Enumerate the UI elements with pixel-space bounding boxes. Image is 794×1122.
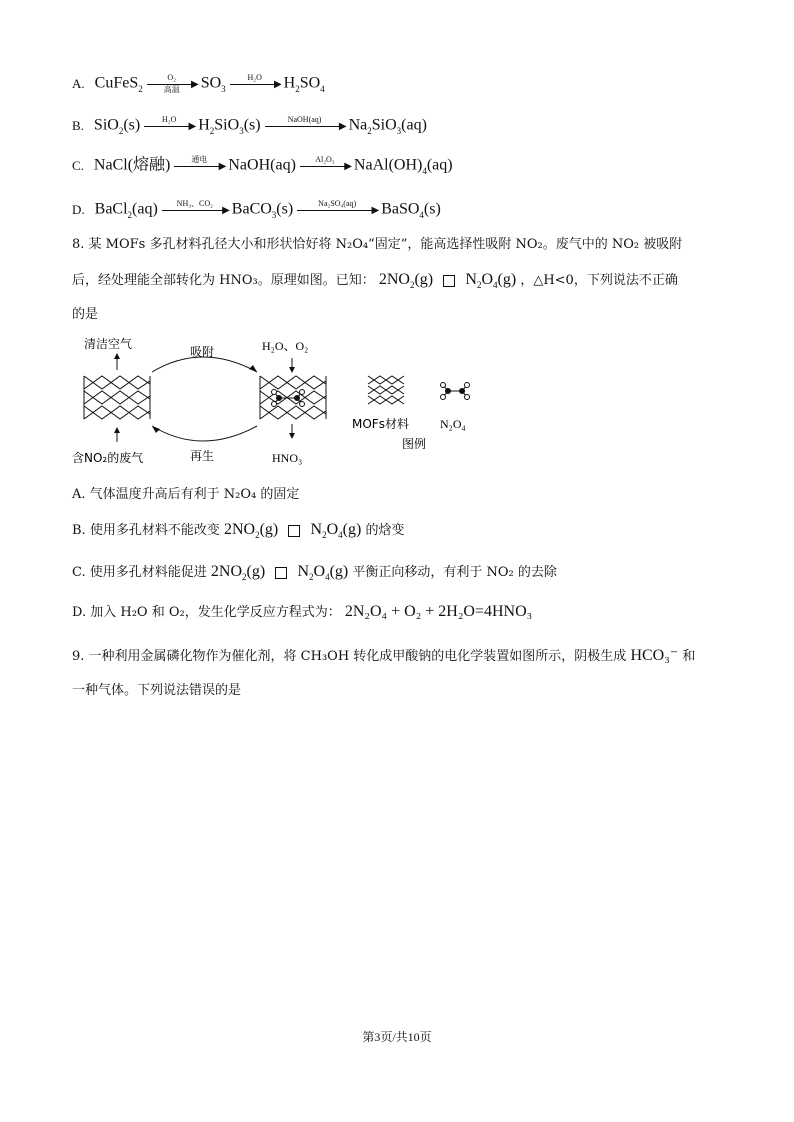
label-adsorb: 吸附: [190, 345, 215, 359]
page-footer: 第3页/共10页: [362, 1030, 432, 1044]
reaction-arrow: NaOH(aq) ▶: [265, 116, 345, 136]
q7-option-c: C. NaCl(熔融) 通电 ▶ NaOH(aq) Al₂O₃ ▶ $NaAl(OH)_4(aq)$: [72, 155, 453, 176]
q7-option-b: B. SiO$_2$(s) H₂O ▶ $H_2SiO_3(s)$ NaOH(aq) ▶ $Na_2SiO_3(aq)$: [72, 115, 427, 136]
q7-option-d: D. BaCl$_2$(aq) NH₃、CO₂ ▶ BaCO$_3$(s) Na₂SO₄(aq) ▶ BaSO$_4$(s): [72, 199, 441, 220]
legend-label-mofs: MOFs材料: [352, 417, 409, 431]
label-hno3: HNO₃: [272, 451, 303, 465]
q9-stem-line1: 9. 一种利用金属磷化物作为催化剂，将 CH₃OH 转化成甲酸钠的电化学装置如图所示，阴极生成 HCO₃⁻ 和: [72, 647, 696, 664]
option-label: D.: [72, 201, 85, 217]
label-regen: 再生: [190, 449, 215, 463]
reaction-arrow: NH₃、CO₂ ▶: [162, 200, 228, 220]
reaction-arrow: Na₂SO₄(aq) ▶: [297, 200, 377, 220]
option-label: B.: [72, 117, 84, 133]
equilibrium-sign-icon: [288, 525, 300, 537]
option-label: A.: [72, 75, 85, 91]
equilibrium-sign-icon: [443, 275, 455, 287]
reaction-arrow: O₂ ▶ 高温: [147, 74, 197, 94]
legend-label-n2o4: N₂O₄: [440, 417, 466, 431]
equilibrium-sign-icon: [275, 567, 287, 579]
q8-option-a: A. 气体温度升高后有利于 N₂O₄ 的固定: [72, 487, 300, 502]
reaction-arrow: Al₂O₃ ▶: [300, 156, 350, 176]
q8-option-d: D. 加入 H₂O 和 O₂，发生化学反应方程式为： 2N₂O₄ + O₂ + 2H₂O=4HNO₃: [72, 603, 533, 620]
legend-mofs-icon: [368, 376, 404, 404]
q8-option-c: C. 使用多孔材料能促进 $2NO_2(g)$ $N_2O_4(g)$ 平衡正向移动，有利于 NO₂ 的去除: [72, 563, 557, 583]
legend-n2o4-icon: [441, 383, 470, 400]
adsorb-arrow: [152, 357, 257, 372]
option-label: C.: [72, 157, 84, 173]
n2o4-molecule: [272, 390, 305, 407]
reaction-arrow: 通电 ▶: [174, 156, 224, 176]
q9-stem-line2: 一种气体。下列说法错误的是: [72, 683, 242, 698]
q8-stem-line3: 的是: [72, 307, 99, 322]
q7-option-a: A. CuFeS$_2$ O₂ ▶ 高温 $SO_3$ H₂O ▶ $H_2SO_4$: [72, 73, 325, 94]
label-h2o-o2: H₂O、O₂: [262, 339, 309, 353]
q8-stem-line2: 后，经处理能全部转化为 HNO₃。原理如图。已知： $2NO_2(g)$ $N_2O_4(g)$ ，△H<0，下列说法不正确: [72, 271, 678, 291]
mofs-adsorption-diagram: [72, 334, 492, 474]
label-waste-gas: 含NO₂的废气: [72, 451, 144, 465]
q8-stem-line1: 8. 某 MOFs 多孔材料孔径大小和形状恰好将 N₂O₄“固定”，能高选择性吸附 NO₂。废气中的 NO₂ 被吸附: [72, 237, 683, 252]
reaction-arrow: H₂O ▶: [230, 74, 280, 94]
question-number: 8.: [72, 237, 85, 252]
q8-option-b: B. 使用多孔材料不能改变 $2NO_2(g)$ $N_2O_4(g)$ 的焓变: [72, 521, 405, 541]
legend-title: 图例: [402, 437, 427, 451]
question-number: 9.: [72, 649, 85, 664]
reaction-arrow: H₂O ▶: [144, 116, 194, 136]
mofs-mesh-left: [84, 376, 150, 419]
label-clean-air: 清洁空气: [84, 337, 133, 351]
regen-arrow: [152, 426, 257, 441]
